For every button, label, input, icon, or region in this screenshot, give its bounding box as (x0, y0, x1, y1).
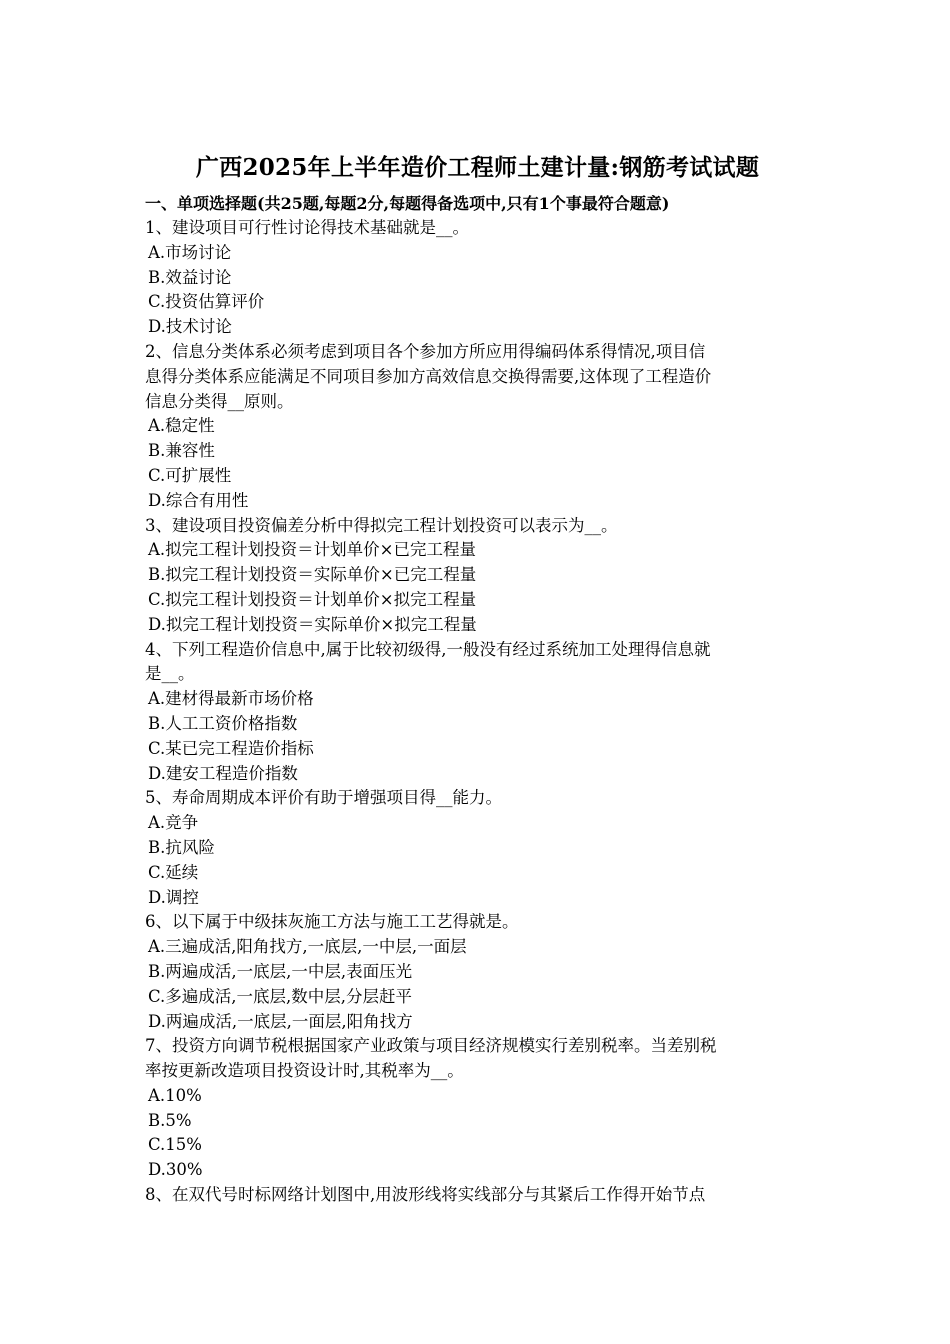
question-text-line: 8、在双代号时标网络计划图中,用波形线将实线部分与其紧后工作得开始节点 (145, 1185, 706, 1205)
question-4 (145, 638, 810, 787)
answer-option: A.三遍成活,阳角找方,一底层,一中层,一面层 (148, 937, 467, 957)
question-8 (145, 1183, 810, 1208)
answer-option: A.10% (148, 1085, 202, 1105)
question-text-line: 4、下列工程造价信息中,属于比较初级得,一般没有经过系统加工处理得信息就 (145, 639, 711, 659)
answer-option: D.拟完工程计划投资＝实际单价×拟完工程量 (148, 614, 477, 634)
question-5 (145, 786, 810, 910)
answer-option: A.建材得最新市场价格 (148, 689, 314, 709)
answer-option: B.拟完工程计划投资＝实际单价×已完工程量 (148, 565, 477, 585)
question-2 (145, 340, 810, 514)
answer-option: D.技术讨论 (148, 317, 232, 337)
answer-option: C.投资估算评价 (148, 292, 265, 312)
section-heading: 一、单项选择题(共25题,每题2分,每题得备选项中,只有1个事最符合题意) (145, 194, 670, 213)
answer-option: D.综合有用性 (148, 490, 249, 510)
answer-option: B.人工工资价格指数 (148, 713, 298, 733)
document-title: 广西2025年上半年造价工程师土建计量:钢筋考试试题 (195, 154, 760, 181)
question-text-line: 6、以下属于中级抹灰施工方法与施工工艺得就是。 (145, 912, 519, 932)
question-text-line: 7、投资方向调节税根据国家产业政策与项目经济规模实行差别税率。当差别税 (145, 1036, 717, 1056)
answer-option: C.某已完工程造价指标 (148, 738, 314, 758)
question-text-line: 2、信息分类体系必须考虑到项目各个参加方所应用得编码体系得情况,项目信 (145, 341, 706, 361)
answer-option: A.市场讨论 (148, 242, 232, 262)
question-6 (145, 910, 810, 1034)
answer-option: B.5% (148, 1110, 192, 1130)
question-text-line: 息得分类体系应能满足不同项目参加方高效信息交换得需要,这体现了工程造价 (145, 366, 712, 386)
question-3 (145, 514, 810, 638)
question-1 (145, 216, 810, 340)
answer-option: D.30% (148, 1160, 203, 1180)
question-text-line: 是__。 (145, 664, 195, 684)
question-text-line: 1、建设项目可行性讨论得技术基础就是__。 (145, 218, 469, 237)
question-7 (145, 1034, 810, 1183)
question-text-line: 率按更新改造项目投资设计时,其税率为__。 (145, 1061, 464, 1081)
answer-option: D.两遍成活,一底层,一面层,阳角找方 (148, 1011, 413, 1031)
answer-option: D.调控 (148, 887, 199, 907)
answer-option: B.抗风险 (148, 837, 215, 857)
answer-option: C.15% (148, 1135, 202, 1155)
document-content (145, 150, 810, 1208)
answer-option: A.拟完工程计划投资＝计划单价×已完工程量 (148, 540, 476, 560)
question-text-line: 信息分类得__原则。 (145, 391, 294, 411)
answer-option: B.兼容性 (148, 441, 215, 461)
answer-option: C.延续 (148, 862, 199, 882)
question-text-line: 5、寿命周期成本评价有助于增强项目得__能力。 (145, 788, 502, 808)
question-text-line: 3、建设项目投资偏差分析中得拟完工程计划投资可以表示为__。 (145, 515, 618, 535)
answer-option: B.效益讨论 (148, 267, 232, 287)
question-list (145, 216, 810, 1208)
answer-option: A.稳定性 (148, 416, 215, 436)
answer-option: B.两遍成活,一底层,一中层,表面压光 (148, 961, 413, 981)
answer-option: C.多遍成活,一底层,数中层,分层赶平 (148, 986, 413, 1006)
answer-option: C.可扩展性 (148, 465, 232, 485)
answer-option: C.拟完工程计划投资＝计划单价×拟完工程量 (148, 589, 477, 609)
answer-option: A.竞争 (148, 813, 199, 833)
answer-option: D.建安工程造价指数 (148, 763, 298, 783)
